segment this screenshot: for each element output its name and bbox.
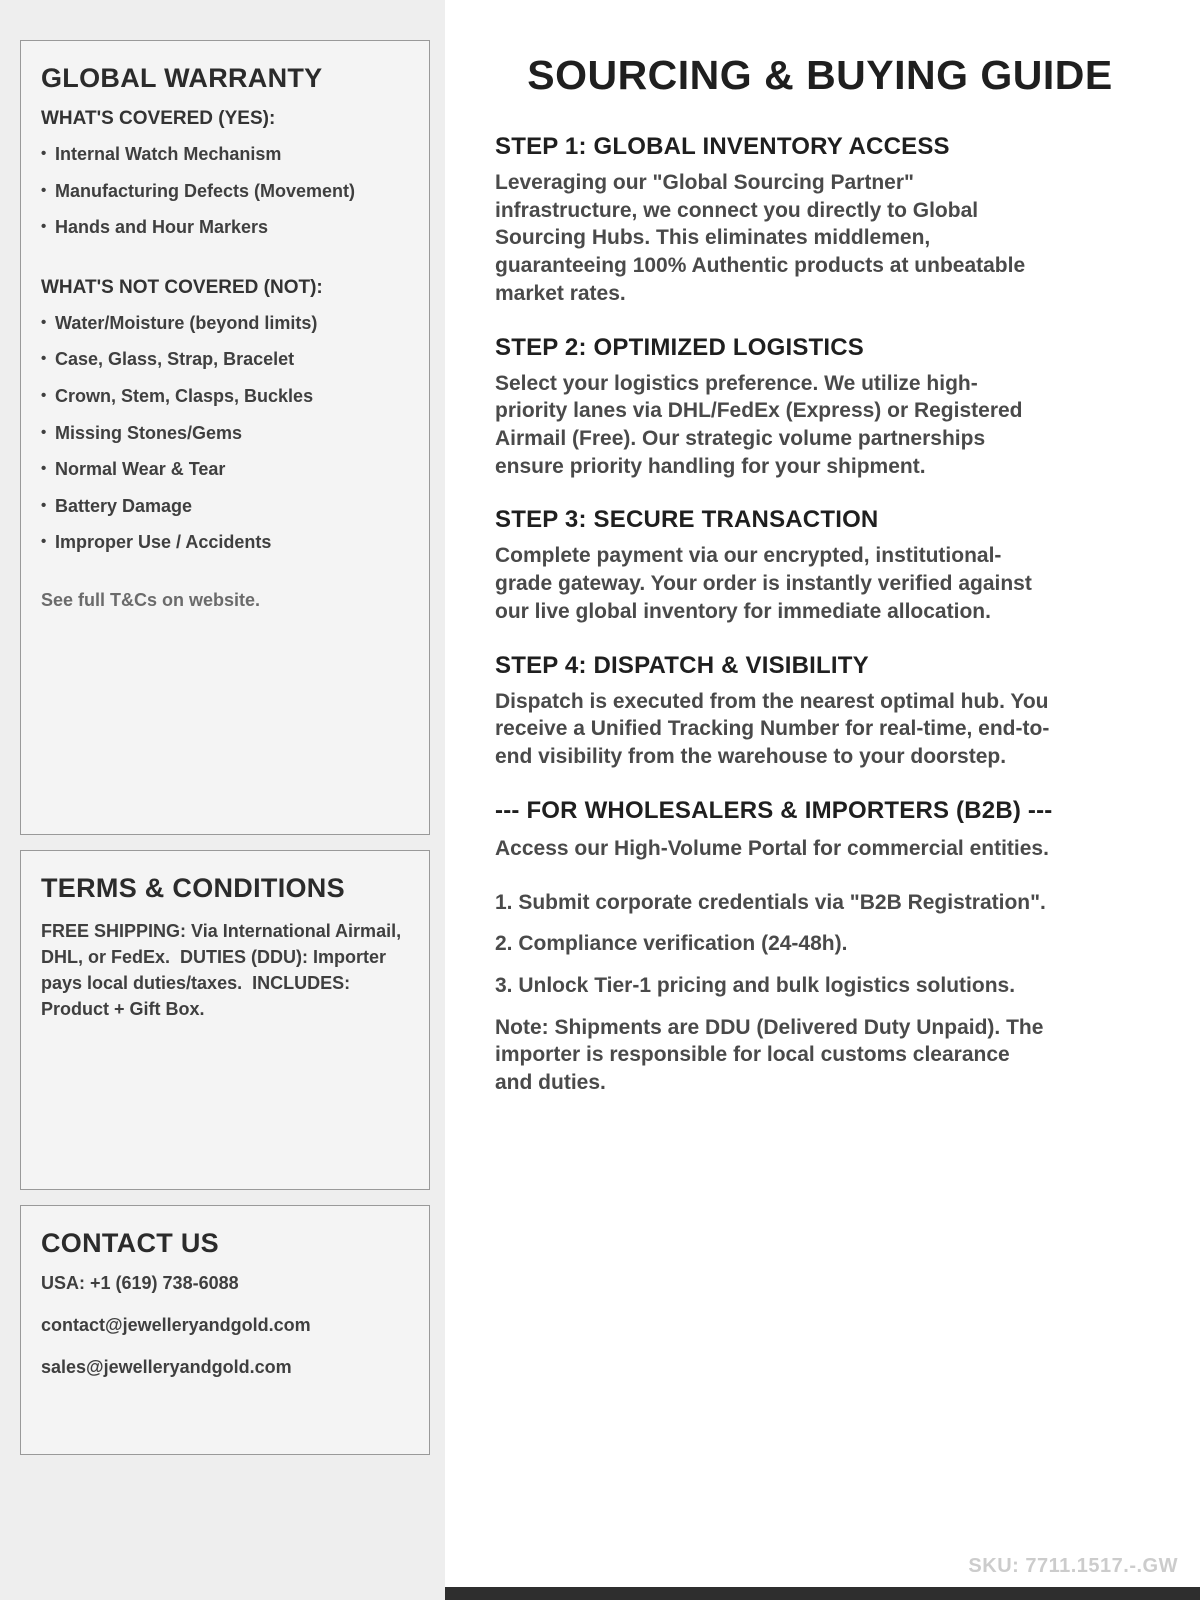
b2b-item-1: 1. Submit corporate credentials via "B2B Registration". xyxy=(495,890,1046,914)
b2b-note: Note: Shipments are DDU (Delivered Duty Unpaid). The importer is responsible for local customs clearance and duties. xyxy=(495,1015,1044,1095)
list-item: • Improper Use / Accidents xyxy=(41,532,409,554)
footer-bar xyxy=(445,1587,1200,1600)
step-3-heading: STEP 3: SECURE TRANSACTION xyxy=(495,506,879,534)
list-item: • Battery Damage xyxy=(41,496,409,518)
step-2-body: Select your logistics preference. We utilize high-priority lanes via DHL/FedEx (Express) or Registered Airmail (Free). Our strategic volume partnerships ensure priority handling for your shipment. xyxy=(495,371,1023,478)
warranty-panel xyxy=(20,40,430,835)
terms-panel xyxy=(20,850,430,1190)
list-item: • Manufacturing Defects (Movement) xyxy=(41,181,409,203)
step-3-body: Complete payment via our encrypted, institutional-grade gateway. Your order is instantly verified against our live global inventory for immediate allocation. xyxy=(495,544,1032,623)
not-covered-title: WHAT'S NOT COVERED (NOT): xyxy=(41,276,323,298)
covered-list xyxy=(41,144,409,239)
b2b-section xyxy=(495,797,1145,1097)
page-title: SOURCING & BUYING GUIDE xyxy=(527,52,1113,98)
covered-title: WHAT'S COVERED (YES): xyxy=(41,108,276,129)
terms-body: FREE SHIPPING: Via International Airmail, DHL, or FedEx. DUTIES (DDU): Importer pays local duties/taxes. INCLUDES: Product + Gift Box. xyxy=(41,921,407,1020)
b2b-heading: --- FOR WHOLESALERS & IMPORTERS (B2B) --- xyxy=(495,796,1053,824)
contact-panel xyxy=(20,1205,430,1455)
step-2 xyxy=(495,334,1145,481)
list-item: • Case, Glass, Strap, Bracelet xyxy=(41,349,409,371)
contact-email-sales: sales@jewelleryandgold.com xyxy=(41,1357,292,1377)
list-item: • Missing Stones/Gems xyxy=(41,423,409,445)
contact-phone: USA: +1 (619) 738-6088 xyxy=(41,1273,239,1293)
contact-email-primary: contact@jewelleryandgold.com xyxy=(41,1315,311,1335)
list-item: • Internal Watch Mechanism xyxy=(41,144,409,166)
warranty-footnote: See full T&Cs on website. xyxy=(41,589,261,610)
list-item: • Water/Moisture (beyond limits) xyxy=(41,313,409,335)
warranty-title: GLOBAL WARRANTY xyxy=(41,63,323,93)
list-item: • Hands and Hour Markers xyxy=(41,217,409,239)
not-covered-list xyxy=(41,313,409,554)
step-4-body: Dispatch is executed from the nearest optimal hub. You receive a Unified Tracking Number for real-time, end-to-end visibility from the warehouse to your doorstep. xyxy=(495,689,1050,769)
sidebar xyxy=(0,0,445,1600)
b2b-intro: Access our High-Volume Portal for commercial entities. xyxy=(495,836,1049,860)
sku-label: SKU: 7711.1517.-.GW xyxy=(968,1555,1178,1577)
step-2-heading: STEP 2: OPTIMIZED LOGISTICS xyxy=(495,333,864,361)
b2b-item-2: 2. Compliance verification (24-48h). xyxy=(495,932,848,956)
step-4-heading: STEP 4: DISPATCH & VISIBILITY xyxy=(495,651,869,679)
step-4 xyxy=(495,652,1145,771)
main-content xyxy=(445,0,1200,1600)
step-3 xyxy=(495,506,1145,625)
step-1-body: Leveraging our "Global Sourcing Partner" infrastructure, we connect you directly to Global Sourcing Hubs. This eliminates middlemen, guaranteeing 100% Authentic products at unbeatable market rates. xyxy=(495,171,1026,305)
terms-title: TERMS & CONDITIONS xyxy=(41,873,345,903)
step-1-heading: STEP 1: GLOBAL INVENTORY ACCESS xyxy=(495,133,950,160)
step-1 xyxy=(495,133,1145,308)
contact-title: CONTACT US xyxy=(41,1228,219,1258)
list-item: • Crown, Stem, Clasps, Buckles xyxy=(41,386,409,408)
list-item: • Normal Wear & Tear xyxy=(41,459,409,481)
b2b-item-3: 3. Unlock Tier-1 pricing and bulk logistics solutions. xyxy=(495,973,1016,997)
